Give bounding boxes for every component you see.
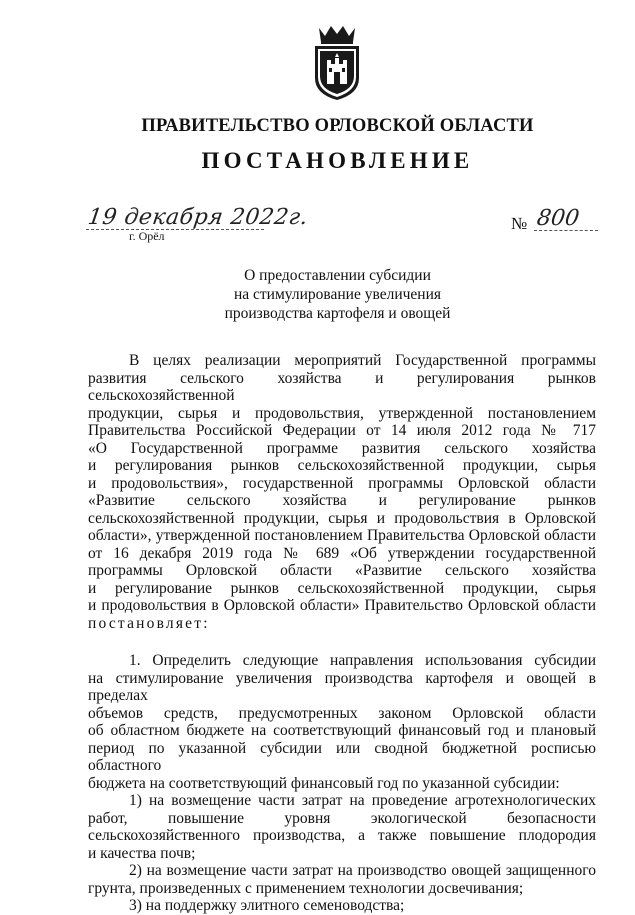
text-line: развития сельского хозяйства и регулирования рынков сельскохозяйственной (88, 369, 596, 404)
text-line: «Развитие сельского хозяйства и регулирование рынков (88, 492, 596, 509)
text-line: «О Государственной программе развития сельского хозяйства (88, 439, 596, 457)
number-underline (534, 230, 598, 231)
organization-title: ПРАВИТЕЛЬСТВО ОРЛОВСКОЙ ОБЛАСТИ (141, 116, 534, 136)
text-line: бюджета на соответствующий финансовый год по указанной субсидии: (88, 774, 560, 792)
text-line: области», утвержденной постановлением Правительства Орловской области (88, 527, 596, 544)
date-underline (86, 229, 264, 230)
text-line: об областном бюджете на соответствующий финансовый год и плановый (88, 722, 596, 739)
coat-of-arms-icon (311, 22, 363, 102)
text-line: от 16 декабря 2019 года № 689 «Об утверждении государственной (88, 544, 596, 562)
city-label: г. Орёл (129, 229, 165, 243)
text-line: 2) на возмещение части затрат на производство овощей защищенного (129, 862, 596, 879)
text-line: сельскохозяйственной продукции, сырья и продовольствия в Орловской (88, 509, 596, 527)
text-line: период по указанной субсидии или сводной бюджетной росписью областного (88, 739, 596, 774)
document-subject (0, 266, 635, 323)
item-1 (88, 792, 596, 862)
document-body (88, 352, 596, 915)
text-line: программы Орловской области «Развитие сельского хозяйства (88, 562, 596, 579)
handwritten-date: 19 декабря 2022г. (86, 205, 310, 230)
text-line: и регулирование рынков сельскохозяйственной продукции, сырья (88, 579, 596, 597)
text-line: продукции, сырья и продовольствия, утвержденной постановлением (88, 404, 596, 422)
subject-line: О предоставлении субсидии (244, 267, 431, 284)
text-line: сельскохозяйственного производства, а также повышение плодородия (88, 827, 596, 844)
handwritten-number: 800 (535, 206, 581, 231)
item-3 (88, 897, 596, 915)
subject-line: на стимулирование увеличения (233, 286, 442, 303)
preamble-paragraph (88, 352, 596, 632)
text-line: и продовольствия в Орловской области» Правительство Орловской области (88, 597, 596, 614)
text-line: на стимулирование увеличения производства картофеля и овощей в пределах (88, 669, 596, 704)
text-line: постановляет: (88, 614, 210, 632)
subject-line: производства картофеля и овощей (224, 305, 451, 322)
text-line: 3) на поддержку элитного семеноводства; (129, 897, 405, 914)
text-line: В целях реализации мероприятий Государственной программы (129, 352, 596, 369)
text-line: объемов средств, предусмотренных законом Орловской области (88, 704, 596, 722)
text-line: работ, повышение уровня экологической безопасности (88, 809, 596, 827)
clause-1 (88, 652, 596, 792)
text-line: 1. Определить следующие направления использования субсидии (129, 652, 596, 669)
text-line: и регулирования рынков сельскохозяйственной продукции, сырья (88, 457, 596, 474)
text-line: и качества почв; (88, 844, 196, 862)
text-line: и продовольствия», государственной программы Орловской области (88, 474, 596, 492)
text-line: грунта, произведенных с применением технологии досвечивания; (88, 879, 524, 897)
text-line: Правительства Российской Федерации от 14 июля 2012 года № 717 (88, 422, 596, 439)
number-label: № (511, 214, 528, 233)
item-2 (88, 862, 596, 897)
text-line: 1) на возмещение части затрат на проведение агротехнологических (129, 792, 596, 809)
document-type-title: ПОСТАНОВЛЕНИЕ (201, 148, 474, 173)
